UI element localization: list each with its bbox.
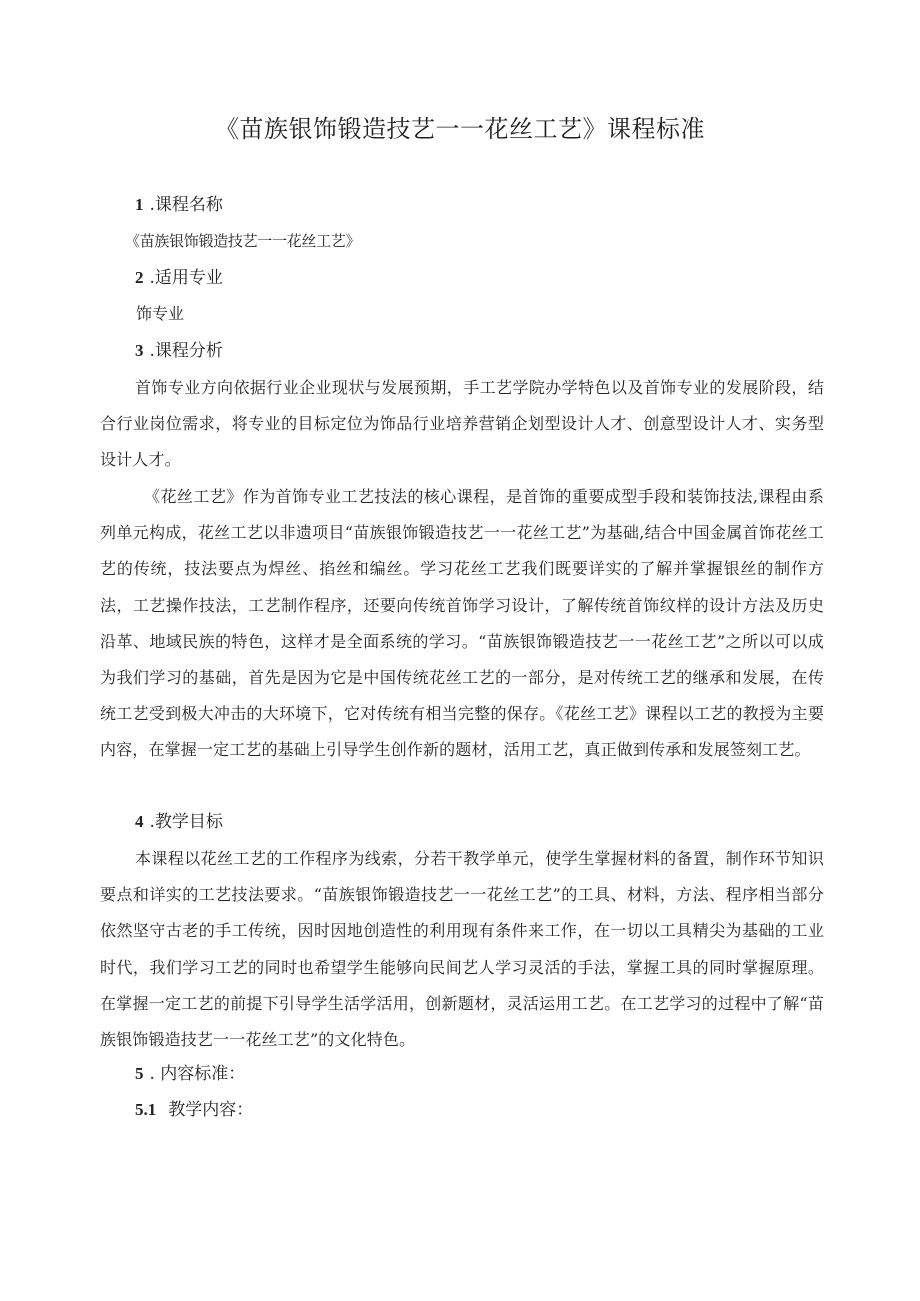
section-2-heading	[135, 266, 223, 290]
section-1-title: .课程名称	[149, 195, 223, 215]
course-analysis-paragraph-2: 《花丝工艺》作为首饰专业工艺技法的核心课程，是首饰的重要成型手段和装饰技法,课程由系列单元构成，花丝工艺以非遗项目“苗族银饰锻造技艺一一花丝工艺”为基础,结合中国金属首饰花丝工艺的传统，技法要点为焊丝、掐丝和编丝。学习花丝工艺我们既要详实的了解并掌握银丝的制作方法，工艺操作技法，工艺制作程序，还要向传统首饰学习设计，了解传统首饰纹样的设计方法及历史沿革、地域民族的特色，这样才是全面系统的学习。“苗族银饰锻造技艺一一花丝工艺”之所以可以成为我们学习的基础，首先是因为它是中国传统花丝工艺的一部分，是对传统工艺的继承和发展，在传统工艺受到极大冲击的大环境下，它对传统有相当完整的保存。《花丝工艺》课程以工艺的教授为主要内容，在掌握一定工艺的基础上引导学生创作新的题材，活用工艺，真正做到传承和发展签刻工艺。	[100, 487, 824, 760]
section-3-number: 3	[135, 341, 144, 360]
section-4-title: .教学目标	[149, 812, 223, 832]
section-5-heading	[135, 1062, 245, 1086]
section-5-1-number: 5.1	[135, 1100, 157, 1119]
section-1-heading	[135, 193, 223, 217]
section-5-number: 5	[135, 1064, 144, 1083]
document-title: 《苗族银饰锻造技艺一一花丝工艺》课程标准	[215, 115, 705, 143]
section-4-number: 4	[135, 812, 144, 831]
section-2-title: .适用专业	[149, 268, 223, 288]
teaching-objectives-paragraph: 本课程以花丝工艺的工作程序为线索，分若干教学单元，使学生掌握材料的备置，制作环节知识要点和详实的工艺技法要求。“苗族银饰锻造技艺一一花丝工艺”的工具、材料，方法、程序相当部分依然坚守古老的手工传统，因时因地创造性的利用现有条件来工作，在一切以工具精尖为基础的工业时代，我们学习工艺的同时也希望学生能够向民间艺人学习灵活的手法，掌握工具的同时掌握原理。在掌握一定工艺的前提下引导学生活学活用，创新题材，灵活运用工艺。在工艺学习的过程中了解“苗族银饰锻造技艺一一花丝工艺”的文化特色。	[100, 849, 824, 1050]
section-2-number: 2	[135, 268, 144, 287]
course-name-text: 《苗族银饰锻造技艺一一花丝工艺》	[125, 232, 361, 250]
section-1-number: 1	[135, 195, 144, 214]
section-3-heading	[135, 339, 223, 363]
section-5-1-title: 教学内容：	[168, 1100, 254, 1120]
section-4-heading	[135, 810, 223, 834]
applicable-major-text: 饰专业	[136, 304, 185, 323]
course-analysis-paragraph-1: 首饰专业方向依据行业企业现状与发展预期，手工艺学院办学特色以及首饰专业的发展阶段，结合行业岗位需求，将专业的目标定位为饰品行业培养营销企划型设计人才、创意型设计人才、实务型设计人才。	[100, 378, 824, 470]
section-5-title: . 内容标准：	[149, 1064, 246, 1084]
section-5-1-heading	[135, 1098, 253, 1122]
section-3-title: .课程分析	[149, 341, 223, 361]
